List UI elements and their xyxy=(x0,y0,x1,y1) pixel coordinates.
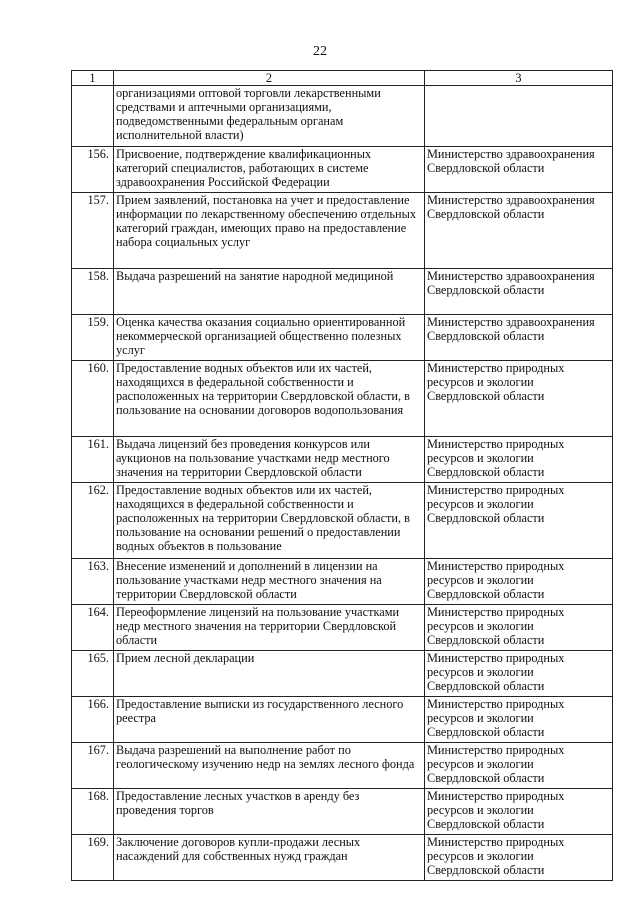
responsible-agency: Министерство природных ресурсов и экологии Свердловской области xyxy=(425,789,613,835)
row-number: 167. xyxy=(72,743,114,789)
responsible-agency: Министерство природных ресурсов и экологии Свердловской области xyxy=(425,743,613,789)
row-number xyxy=(72,86,114,147)
table-row xyxy=(72,269,613,315)
row-number: 166. xyxy=(72,697,114,743)
row-number: 156. xyxy=(72,147,114,193)
column-header: 2 xyxy=(114,71,425,86)
service-description: Заключение договоров купли-продажи лесных насаждений для собственных нужд граждан xyxy=(114,835,425,881)
row-number: 165. xyxy=(72,651,114,697)
table-row xyxy=(72,697,613,743)
service-description: Внесение изменений и дополнений в лицензии на пользование участками недр местного значения на территории Свердловской области xyxy=(114,559,425,605)
service-description: Предоставление лесных участков в аренду без проведения торгов xyxy=(114,789,425,835)
column-header: 3 xyxy=(425,71,613,86)
service-description: Предоставление выписки из государственного лесного реестра xyxy=(114,697,425,743)
row-number: 161. xyxy=(72,437,114,483)
row-number: 163. xyxy=(72,559,114,605)
service-description: Предоставление водных объектов или их частей, находящихся в федеральной собственности и расположенных на территории Свердловской области, в пользование на основании договоров водопользования xyxy=(114,361,425,437)
table-row xyxy=(72,605,613,651)
responsible-agency: Министерство природных ресурсов и экологии Свердловской области xyxy=(425,697,613,743)
column-header: 1 xyxy=(72,71,114,86)
table-row xyxy=(72,437,613,483)
row-number: 160. xyxy=(72,361,114,437)
responsible-agency: Министерство природных ресурсов и экологии Свердловской области xyxy=(425,437,613,483)
table-row xyxy=(72,743,613,789)
responsible-agency: Министерство здравоохранения Свердловской области xyxy=(425,315,613,361)
service-description: Переоформление лицензий на пользование участками недр местного значения на территории Свердловской области xyxy=(114,605,425,651)
service-description: Оценка качества оказания социально ориентированной некоммерческой организацией общественно полезных услуг xyxy=(114,315,425,361)
row-number: 164. xyxy=(72,605,114,651)
responsible-agency: Министерство здравоохранения Свердловской области xyxy=(425,193,613,269)
service-description: Присвоение, подтверждение квалификационных категорий специалистов, работающих в системе здравоохранения Российской Федерации xyxy=(114,147,425,193)
responsible-agency: Министерство природных ресурсов и экологии Свердловской области xyxy=(425,651,613,697)
responsible-agency: Министерство здравоохранения Свердловской области xyxy=(425,147,613,193)
responsible-agency: Министерство природных ресурсов и экологии Свердловской области xyxy=(425,361,613,437)
row-number: 158. xyxy=(72,269,114,315)
page-number: 22 xyxy=(313,44,327,59)
service-description: Прием заявлений, постановка на учет и предоставление информации по лекарственному обеспечению отдельных категорий граждан, имеющих право на предоставление набора социальных услуг xyxy=(114,193,425,269)
responsible-agency: Министерство природных ресурсов и экологии Свердловской области xyxy=(425,483,613,559)
table-row xyxy=(72,483,613,559)
responsible-agency: Министерство природных ресурсов и экологии Свердловской области xyxy=(425,835,613,881)
row-number: 162. xyxy=(72,483,114,559)
service-description: Прием лесной декларации xyxy=(114,651,425,697)
service-description: Выдача лицензий без проведения конкурсов или аукционов на пользование участками недр местного значения на территории Свердловской области xyxy=(114,437,425,483)
table-row xyxy=(72,559,613,605)
table-header-row xyxy=(72,71,613,86)
responsible-agency xyxy=(425,86,613,147)
services-table xyxy=(71,70,613,881)
table-row xyxy=(72,835,613,881)
table-row xyxy=(72,86,613,147)
row-number: 157. xyxy=(72,193,114,269)
table-row xyxy=(72,651,613,697)
row-number: 168. xyxy=(72,789,114,835)
service-description: организациями оптовой торговли лекарственными средствами и аптечными организациями, подведомственными федеральным органам исполнительной власти) xyxy=(114,86,425,147)
table-row xyxy=(72,315,613,361)
responsible-agency: Министерство здравоохранения Свердловской области xyxy=(425,269,613,315)
row-number: 159. xyxy=(72,315,114,361)
row-number: 169. xyxy=(72,835,114,881)
service-description: Выдача разрешений на выполнение работ по геологическому изучению недр на землях лесного фонда xyxy=(114,743,425,789)
table-row xyxy=(72,147,613,193)
table-row xyxy=(72,361,613,437)
table-row xyxy=(72,789,613,835)
service-description: Предоставление водных объектов или их частей, находящихся в федеральной собственности и расположенных на территории Свердловской области, в пользование на основании решений о предоставлении водных объектов в пользование xyxy=(114,483,425,559)
table-row xyxy=(72,193,613,269)
service-description: Выдача разрешений на занятие народной медициной xyxy=(114,269,425,315)
responsible-agency: Министерство природных ресурсов и экологии Свердловской области xyxy=(425,559,613,605)
responsible-agency: Министерство природных ресурсов и экологии Свердловской области xyxy=(425,605,613,651)
